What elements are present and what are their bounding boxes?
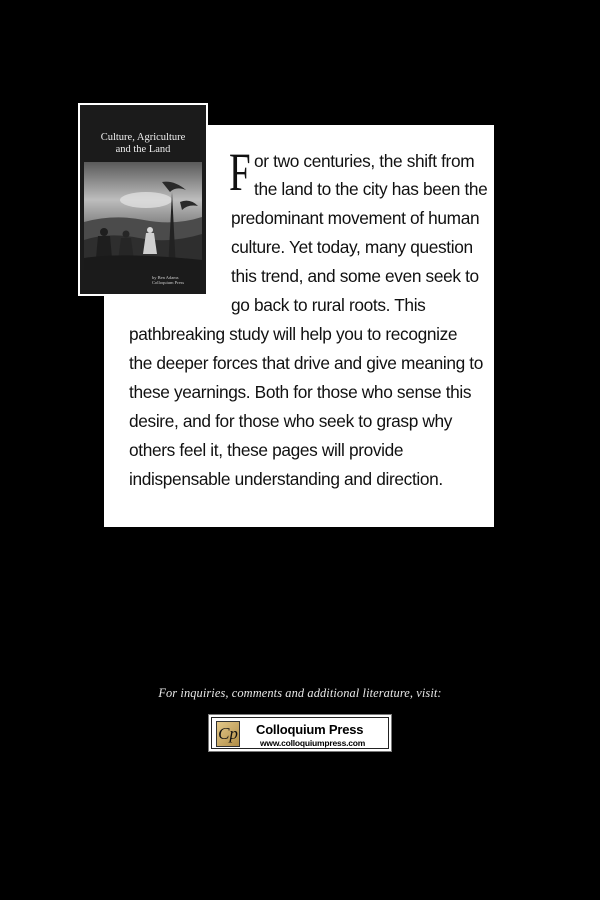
blurb-line-12: indispensable understanding and direction.	[129, 469, 443, 489]
inquiry-text: For inquiries, comments and additional literature, visit:	[158, 686, 442, 700]
blurb-line-5: this trend, and some even seek to	[231, 266, 479, 286]
cover-author	[152, 275, 198, 285]
publisher-url: www.colloquiumpress.com	[260, 738, 366, 748]
drop-cap-letter: F	[229, 142, 251, 202]
blurb-line-4: culture. Yet today, many question	[231, 237, 473, 257]
cover-engraving-illustration	[84, 162, 202, 270]
publisher-logo-icon: Cp	[216, 721, 240, 747]
cover-author-line-1: by Ben Adams	[152, 275, 179, 280]
cover-title-line-1: Culture, Agriculture	[100, 132, 186, 143]
book-cover-thumbnail	[78, 103, 208, 296]
blurb-line-1: or two centuries, the shift from	[254, 151, 475, 171]
publisher-badge-frame	[211, 717, 389, 749]
cover-author-line-2: Colloquium Press	[152, 280, 185, 285]
blurb-line-3: predominant movement of human	[231, 208, 480, 228]
blurb-line-9: these yearnings. Both for those who sense this	[129, 382, 472, 402]
blurb-line-8: the deeper forces that drive and give meaning to	[129, 353, 484, 373]
publisher-badge	[208, 714, 392, 752]
cover-title	[80, 132, 206, 156]
blurb-line-11: others feel it, these pages will provide	[129, 440, 404, 460]
blurb-line-2: the land to the city has been the	[254, 179, 488, 199]
publisher-name: Colloquium Press	[256, 722, 364, 737]
blurb-line-10: desire, and for those who seek to grasp why	[129, 411, 453, 431]
blurb-line-6: go back to rural roots. This	[231, 295, 426, 315]
cover-title-line-2: and the Land	[115, 144, 171, 155]
blurb-line-7: pathbreaking study will help you to recognize	[129, 324, 458, 344]
